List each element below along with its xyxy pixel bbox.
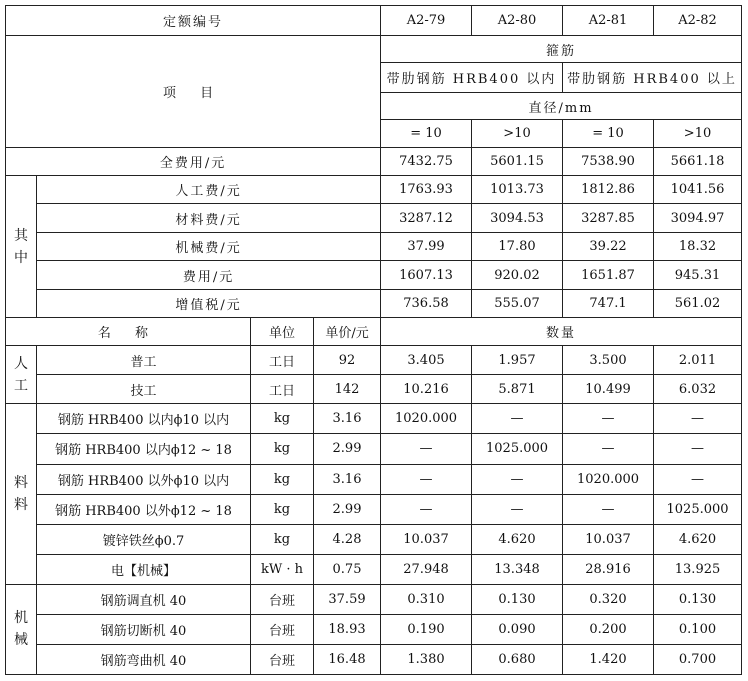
quantity-header: 数量 xyxy=(381,318,742,346)
code-label: 定额编号 xyxy=(6,6,381,36)
breakdown-value: 1651.87 xyxy=(563,261,654,290)
quantity-value: 27.948 xyxy=(381,554,472,584)
quantity-value: 1020.000 xyxy=(381,404,472,434)
quantity-value: 1020.000 xyxy=(563,464,654,494)
labor-group-label xyxy=(6,346,37,404)
quantity-value: — xyxy=(563,404,654,434)
breakdown-row xyxy=(6,233,742,261)
quantity-value: — xyxy=(472,494,563,524)
quantity-value: 2.011 xyxy=(654,346,742,375)
quantity-value: 13.348 xyxy=(472,554,563,584)
machinery-group-label xyxy=(6,584,37,674)
quantity-value: 4.620 xyxy=(472,524,563,554)
breakdown-value: 3287.12 xyxy=(381,204,472,233)
resource-unit: 台班 xyxy=(251,644,314,674)
resource-unit: kg xyxy=(251,464,314,494)
resource-name: 钢筋切断机 40 xyxy=(37,614,251,644)
resource-price: 142 xyxy=(314,375,381,404)
breakdown-value: 1041.56 xyxy=(654,176,742,204)
labor-row xyxy=(6,375,742,404)
breakdown-row xyxy=(6,204,742,233)
quantity-value: 3.405 xyxy=(381,346,472,375)
material-row xyxy=(6,524,742,554)
diameter-cell: >10 xyxy=(472,120,563,148)
total-label: 全费用/元 xyxy=(6,148,381,176)
diameter-cell: >10 xyxy=(654,120,742,148)
quantity-value: 0.090 xyxy=(472,614,563,644)
resource-name: 镀锌铁丝ϕ0.7 xyxy=(37,524,251,554)
resource-price: 2.99 xyxy=(314,494,381,524)
resource-unit: 台班 xyxy=(251,584,314,614)
resource-price: 92 xyxy=(314,346,381,375)
resource-name: 技工 xyxy=(37,375,251,404)
breakdown-value: 736.58 xyxy=(381,290,472,318)
material-row xyxy=(6,464,742,494)
breakdown-value: 1763.93 xyxy=(381,176,472,204)
material-row xyxy=(6,554,742,584)
material-row xyxy=(6,404,742,434)
group-char: 料 xyxy=(14,475,28,492)
resource-name: 钢筋 HRB400 以外ϕ10 以内 xyxy=(37,464,251,494)
code-cell: A2-82 xyxy=(654,6,742,36)
quantity-value: — xyxy=(654,464,742,494)
breakdown-value: 1812.86 xyxy=(563,176,654,204)
resource-unit: kg xyxy=(251,494,314,524)
subcategory-label: 带肋钢筋 HRB400 以内 xyxy=(381,63,563,93)
resource-unit: 工日 xyxy=(251,375,314,404)
quantity-value: 10.216 xyxy=(381,375,472,404)
machinery-row xyxy=(6,614,742,644)
breakdown-value: 17.80 xyxy=(472,233,563,261)
resource-unit: 台班 xyxy=(251,614,314,644)
material-row xyxy=(6,494,742,524)
quantity-value: 0.190 xyxy=(381,614,472,644)
quantity-value: 6.032 xyxy=(654,375,742,404)
resource-name: 钢筋 HRB400 以外ϕ12 ~ 18 xyxy=(37,494,251,524)
category-row xyxy=(6,36,742,63)
quantity-value: 1.380 xyxy=(381,644,472,674)
subcategory-label: 带肋钢筋 HRB400 以上 xyxy=(563,63,742,93)
quantity-value: — xyxy=(654,434,742,464)
breakdown-value: 18.32 xyxy=(654,233,742,261)
breakdown-label: 费用/元 xyxy=(37,261,381,290)
resource-name: 钢筋弯曲机 40 xyxy=(37,644,251,674)
breakdown-value: 39.22 xyxy=(563,233,654,261)
resource-price: 3.16 xyxy=(314,404,381,434)
breakdown-value: 3287.85 xyxy=(563,204,654,233)
resource-name: 普工 xyxy=(37,346,251,375)
price-header: 单价/元 xyxy=(314,318,381,346)
quantity-value: 0.320 xyxy=(563,584,654,614)
group-char: 其 xyxy=(14,227,28,244)
breakdown-value: 945.31 xyxy=(654,261,742,290)
resource-price: 16.48 xyxy=(314,644,381,674)
quantity-value: — xyxy=(654,404,742,434)
quantity-value: 1.957 xyxy=(472,346,563,375)
quantity-value: 1.420 xyxy=(563,644,654,674)
quantity-value: — xyxy=(563,494,654,524)
breakdown-label: 增值税/元 xyxy=(37,290,381,318)
material-row xyxy=(6,434,742,464)
quantity-value: — xyxy=(563,434,654,464)
quantity-value: 1025.000 xyxy=(654,494,742,524)
quantity-value: 0.310 xyxy=(381,584,472,614)
breakdown-row xyxy=(6,176,742,204)
labor-row xyxy=(6,346,742,375)
breakdown-label: 机械费/元 xyxy=(37,233,381,261)
resource-price: 18.93 xyxy=(314,614,381,644)
quantity-value: 0.700 xyxy=(654,644,742,674)
resource-name: 电【机械】 xyxy=(37,554,251,584)
unit-header: 单位 xyxy=(251,318,314,346)
code-cell: A2-81 xyxy=(563,6,654,36)
group-char: 机 xyxy=(14,610,28,627)
machinery-row xyxy=(6,584,742,614)
breakdown-value: 1607.13 xyxy=(381,261,472,290)
group-char: 械 xyxy=(14,632,28,649)
breakdown-value: 3094.53 xyxy=(472,204,563,233)
resource-name: 钢筋 HRB400 以内ϕ10 以内 xyxy=(37,404,251,434)
breakdown-label: 材料费/元 xyxy=(37,204,381,233)
resource-price: 0.75 xyxy=(314,554,381,584)
quantity-value: 0.130 xyxy=(472,584,563,614)
quantity-value: — xyxy=(381,494,472,524)
quantity-value: 10.037 xyxy=(563,524,654,554)
quantity-value: — xyxy=(472,464,563,494)
group-char: 料 xyxy=(14,497,28,514)
group-char: 人 xyxy=(14,355,28,372)
quantity-value: 10.499 xyxy=(563,375,654,404)
total-row xyxy=(6,148,742,176)
resource-name: 钢筋调直机 40 xyxy=(37,584,251,614)
quantity-value: — xyxy=(472,404,563,434)
quantity-value: 10.037 xyxy=(381,524,472,554)
code-cell: A2-80 xyxy=(472,6,563,36)
breakdown-value: 3094.97 xyxy=(654,204,742,233)
quantity-value: 0.100 xyxy=(654,614,742,644)
category-label: 箍筋 xyxy=(381,36,742,63)
diameter-cell: = 10 xyxy=(563,120,654,148)
quantity-value: 3.500 xyxy=(563,346,654,375)
resource-unit: kg xyxy=(251,404,314,434)
breakdown-value: 561.02 xyxy=(654,290,742,318)
total-value: 7538.90 xyxy=(563,148,654,176)
quantity-value: 13.925 xyxy=(654,554,742,584)
breakdown-value: 555.07 xyxy=(472,290,563,318)
resource-unit: kg xyxy=(251,524,314,554)
quantity-value: 0.130 xyxy=(654,584,742,614)
resource-unit: kg xyxy=(251,434,314,464)
breakdown-label: 人工费/元 xyxy=(37,176,381,204)
breakdown-value: 747.1 xyxy=(563,290,654,318)
machinery-row xyxy=(6,644,742,674)
quantity-value: 1025.000 xyxy=(472,434,563,464)
resource-price: 3.16 xyxy=(314,464,381,494)
group-char: 中 xyxy=(14,249,28,266)
breakdown-row xyxy=(6,290,742,318)
diameter-cell: = 10 xyxy=(381,120,472,148)
quantity-value: 4.620 xyxy=(654,524,742,554)
resource-unit: 工日 xyxy=(251,346,314,375)
resource-price: 37.59 xyxy=(314,584,381,614)
breakdown-value: 1013.73 xyxy=(472,176,563,204)
resource-header-row xyxy=(6,318,742,346)
code-cell: A2-79 xyxy=(381,6,472,36)
resource-price: 2.99 xyxy=(314,434,381,464)
resource-unit: kW · h xyxy=(251,554,314,584)
total-value: 7432.75 xyxy=(381,148,472,176)
breakdown-group-label xyxy=(6,176,37,318)
diameter-label: 直径/mm xyxy=(381,93,742,120)
resource-name-header: 名 称 xyxy=(6,318,251,346)
group-char: 工 xyxy=(14,377,28,394)
quota-table xyxy=(5,5,742,675)
quantity-value: — xyxy=(381,434,472,464)
breakdown-value: 37.99 xyxy=(381,233,472,261)
resource-price: 4.28 xyxy=(314,524,381,554)
resource-name: 钢筋 HRB400 以内ϕ12 ~ 18 xyxy=(37,434,251,464)
code-row xyxy=(6,6,742,36)
item-label: 项 目 xyxy=(6,36,381,148)
total-value: 5601.15 xyxy=(472,148,563,176)
material-group-label xyxy=(6,404,37,584)
quantity-value: 28.916 xyxy=(563,554,654,584)
breakdown-row xyxy=(6,261,742,290)
quantity-value: — xyxy=(381,464,472,494)
quantity-value: 0.200 xyxy=(563,614,654,644)
quantity-value: 5.871 xyxy=(472,375,563,404)
quantity-value: 0.680 xyxy=(472,644,563,674)
breakdown-value: 920.02 xyxy=(472,261,563,290)
total-value: 5661.18 xyxy=(654,148,742,176)
